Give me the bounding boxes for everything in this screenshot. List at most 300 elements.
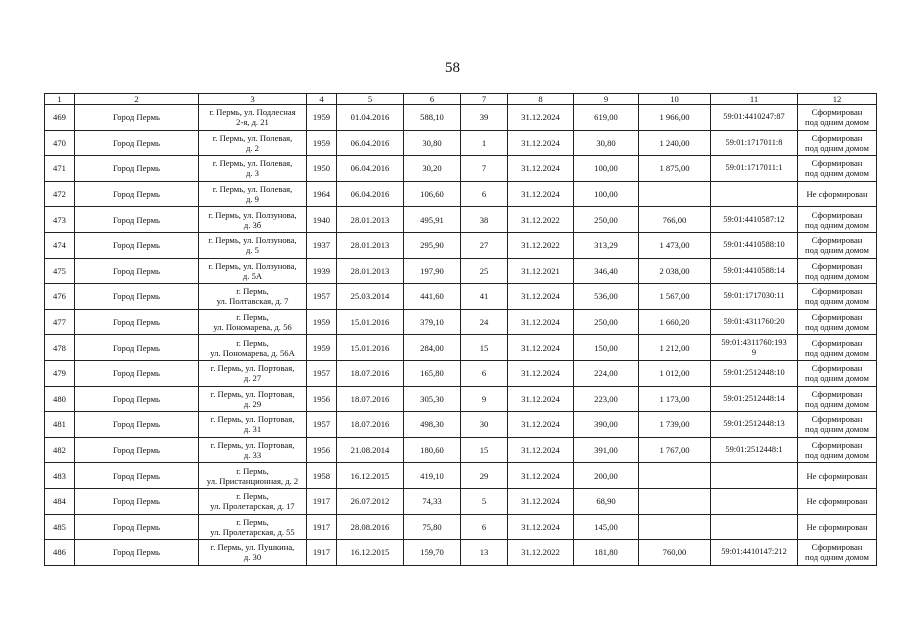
municipality-cell: Город Пермь: [75, 412, 199, 438]
address-cell: [199, 181, 307, 207]
municipality-cell: Город Пермь: [75, 514, 199, 540]
value-cell: 313,29: [574, 232, 639, 258]
deadline-cell: 31.12.2024: [508, 156, 574, 182]
area-cell: 74,33: [404, 488, 461, 514]
municipality-cell: Город Пермь: [75, 258, 199, 284]
address-cell: [199, 514, 307, 540]
address-cell-line: д. 9: [246, 194, 259, 205]
address-cell-line: д. 5: [246, 245, 259, 256]
count-cell: 15: [461, 437, 508, 463]
deadline-cell: 31.12.2022: [508, 207, 574, 233]
address-cell-line: г. Пермь, ул. Полевая,: [212, 184, 293, 195]
table-row: [45, 105, 877, 131]
address-cell-line: д. 2: [246, 142, 259, 153]
date-cell: 01.04.2016: [337, 105, 404, 131]
status-cell-line: под одним домом: [805, 347, 869, 358]
column-header: 4: [307, 94, 337, 105]
municipality-cell: Город Пермь: [75, 284, 199, 310]
count-cell: 5: [461, 488, 508, 514]
cadastral-cell: [711, 514, 798, 540]
count-cell: 29: [461, 463, 508, 489]
status-cell: [798, 437, 877, 463]
date-cell: 18.07.2016: [337, 412, 404, 438]
address-cell: [199, 488, 307, 514]
address-cell: [199, 156, 307, 182]
year-cell: 1957: [307, 412, 337, 438]
count-cell: 41: [461, 284, 508, 310]
cadastral-cell: [711, 258, 798, 284]
row-number: 477: [45, 309, 75, 335]
status-cell: [798, 514, 877, 540]
count-cell: 9: [461, 386, 508, 412]
address-cell: [199, 130, 307, 156]
year-cell: 1917: [307, 488, 337, 514]
deadline-cell: 31.12.2024: [508, 130, 574, 156]
column-header: 2: [75, 94, 199, 105]
row-number: 469: [45, 105, 75, 131]
year-cell: 1956: [307, 386, 337, 412]
status-cell-line: Не сформирован: [806, 521, 868, 532]
value-cell: 1 240,00: [639, 130, 711, 156]
municipality-cell: Город Пермь: [75, 181, 199, 207]
row-number: 482: [45, 437, 75, 463]
value-cell: 145,00: [574, 514, 639, 540]
column-header: 7: [461, 94, 508, 105]
cadastral-cell-line: 59:01:2512448:14: [723, 393, 785, 403]
deadline-cell: 31.12.2022: [508, 540, 574, 566]
deadline-cell: 31.12.2022: [508, 232, 574, 258]
year-cell: 1940: [307, 207, 337, 233]
row-number: 484: [45, 488, 75, 514]
status-cell-line: под одним домом: [805, 168, 869, 179]
date-cell: 28.08.2016: [337, 514, 404, 540]
address-cell: [199, 232, 307, 258]
column-header: 12: [798, 94, 877, 105]
table-row: [45, 335, 877, 361]
status-cell-line: Сформирован: [811, 414, 863, 425]
status-cell-line: Сформирован: [811, 440, 863, 451]
value-cell: 1 212,00: [639, 335, 711, 361]
area-cell: 165,80: [404, 360, 461, 386]
cadastral-cell-line: 59:01:1717011:8: [725, 137, 783, 147]
address-cell-line: ул. Пролетарская, д. 17: [210, 501, 295, 512]
year-cell: 1957: [307, 360, 337, 386]
table-row: [45, 437, 877, 463]
address-cell-line: г. Пермь,: [236, 312, 269, 323]
status-cell-line: Сформирован: [811, 132, 863, 143]
address-cell-line: г. Пермь,: [236, 465, 269, 476]
count-cell: 30: [461, 412, 508, 438]
year-cell: 1959: [307, 335, 337, 361]
cadastral-cell: [711, 360, 798, 386]
address-cell-line: ул. Полтавская, д. 7: [216, 296, 289, 307]
count-cell: 25: [461, 258, 508, 284]
year-cell: 1939: [307, 258, 337, 284]
value-cell: 1 567,00: [639, 284, 711, 310]
status-cell-line: под одним домом: [805, 142, 869, 153]
status-cell-line: под одним домом: [805, 552, 869, 563]
cadastral-cell: [711, 412, 798, 438]
cadastral-cell-line: 59:01:1717030:11: [723, 291, 785, 301]
address-cell-line: г. Пермь, ул. Ползунова,: [208, 235, 297, 246]
address-cell-line: д. 27: [243, 373, 262, 384]
deadline-cell: 31.12.2024: [508, 284, 574, 310]
municipality-cell: Город Пермь: [75, 437, 199, 463]
value-cell: 250,00: [574, 207, 639, 233]
status-cell: [798, 463, 877, 489]
table-body: [45, 105, 877, 566]
date-cell: 21.08.2014: [337, 437, 404, 463]
cadastral-cell: [711, 156, 798, 182]
year-cell: 1956: [307, 437, 337, 463]
area-cell: 284,00: [404, 335, 461, 361]
date-cell: 16.12.2015: [337, 540, 404, 566]
housing-registry-table: [44, 93, 877, 566]
table-row: [45, 412, 877, 438]
status-cell: [798, 386, 877, 412]
cadastral-cell-line: 59:01:4410588:14: [723, 265, 785, 275]
column-number-row: [45, 94, 877, 105]
cadastral-cell: [711, 130, 798, 156]
status-cell: [798, 540, 877, 566]
deadline-cell: 31.12.2024: [508, 437, 574, 463]
column-header: 5: [337, 94, 404, 105]
cadastral-cell: [711, 284, 798, 310]
status-cell-line: Сформирован: [811, 542, 863, 553]
value-cell: 2 038,00: [639, 258, 711, 284]
date-cell: 28.01.2013: [337, 232, 404, 258]
year-cell: 1957: [307, 284, 337, 310]
column-header: 3: [199, 94, 307, 105]
cadastral-cell-line: 9: [751, 347, 757, 357]
cadastral-cell-line: 59:01:2512448:13: [723, 419, 785, 429]
address-cell-line: г. Пермь,: [236, 286, 269, 297]
municipality-cell: Город Пермь: [75, 156, 199, 182]
status-cell-line: под одним домом: [805, 296, 869, 307]
value-cell: 224,00: [574, 360, 639, 386]
address-cell-line: д. 3: [246, 168, 259, 179]
area-cell: 197,90: [404, 258, 461, 284]
status-cell-line: Сформирован: [811, 209, 863, 220]
row-number: 475: [45, 258, 75, 284]
cadastral-cell: [711, 540, 798, 566]
status-cell-line: под одним домом: [805, 424, 869, 435]
value-cell: 200,00: [574, 463, 639, 489]
address-cell-line: д. 3б: [243, 219, 262, 230]
date-cell: 16.12.2015: [337, 463, 404, 489]
address-cell-line: г. Пермь, ул. Подлесная: [209, 107, 296, 118]
address-cell: [199, 437, 307, 463]
count-cell: 6: [461, 514, 508, 540]
column-header: 10: [639, 94, 711, 105]
deadline-cell: 31.12.2024: [508, 463, 574, 489]
year-cell: 1959: [307, 309, 337, 335]
status-cell-line: под одним домом: [805, 373, 869, 384]
address-cell-line: г. Пермь, ул. Пушкина,: [210, 542, 295, 553]
address-cell-line: г. Пермь, ул. Полевая,: [212, 132, 293, 143]
date-cell: 18.07.2016: [337, 360, 404, 386]
value-cell: 68,90: [574, 488, 639, 514]
date-cell: 15.01.2016: [337, 335, 404, 361]
deadline-cell: 31.12.2024: [508, 412, 574, 438]
deadline-cell: 31.12.2024: [508, 105, 574, 131]
status-cell: [798, 232, 877, 258]
value-cell: 1 660,20: [639, 309, 711, 335]
date-cell: 25.03.2014: [337, 284, 404, 310]
area-cell: 498,30: [404, 412, 461, 438]
row-number: 478: [45, 335, 75, 361]
deadline-cell: 31.12.2024: [508, 488, 574, 514]
date-cell: 06.04.2016: [337, 181, 404, 207]
date-cell: 15.01.2016: [337, 309, 404, 335]
area-cell: 305,30: [404, 386, 461, 412]
status-cell: [798, 284, 877, 310]
address-cell-line: г. Пермь, ул. Портовая,: [210, 363, 295, 374]
count-cell: 39: [461, 105, 508, 131]
table-row: [45, 258, 877, 284]
cadastral-cell-line: 59:01:2512448:10: [723, 368, 785, 378]
value-cell: 766,00: [639, 207, 711, 233]
date-cell: 28.01.2013: [337, 207, 404, 233]
address-cell-line: ул. Пономарева, д. 56А: [210, 347, 295, 358]
status-cell-line: под одним домом: [805, 398, 869, 409]
status-cell: [798, 156, 877, 182]
count-cell: 6: [461, 181, 508, 207]
cadastral-cell-line: 59:01:2512448:1: [725, 445, 783, 455]
count-cell: 6: [461, 360, 508, 386]
cadastral-cell: [711, 232, 798, 258]
status-cell-line: Сформирован: [811, 286, 863, 297]
year-cell: 1950: [307, 156, 337, 182]
address-cell-line: 2-я, д. 21: [236, 117, 269, 128]
table-row: [45, 207, 877, 233]
column-header: 8: [508, 94, 574, 105]
table-row: [45, 156, 877, 182]
column-header: 6: [404, 94, 461, 105]
area-cell: 419,10: [404, 463, 461, 489]
table-row: [45, 181, 877, 207]
year-cell: 1917: [307, 514, 337, 540]
value-cell: 1 739,00: [639, 412, 711, 438]
status-cell: [798, 335, 877, 361]
value-cell: 346,40: [574, 258, 639, 284]
value-cell: 391,00: [574, 437, 639, 463]
status-cell-line: под одним домом: [805, 450, 869, 461]
count-cell: 38: [461, 207, 508, 233]
table-row: [45, 488, 877, 514]
status-cell-line: под одним домом: [805, 117, 869, 128]
cadastral-cell: [711, 309, 798, 335]
value-cell: 100,00: [574, 156, 639, 182]
address-cell: [199, 386, 307, 412]
status-cell-line: Сформирован: [811, 260, 863, 271]
deadline-cell: 31.12.2024: [508, 309, 574, 335]
year-cell: 1937: [307, 232, 337, 258]
table-row: [45, 386, 877, 412]
year-cell: 1959: [307, 130, 337, 156]
value-cell: 1 966,00: [639, 105, 711, 131]
status-cell: [798, 360, 877, 386]
address-cell-line: ул. Пролетарская, д. 55: [210, 526, 295, 537]
municipality-cell: Город Пермь: [75, 232, 199, 258]
status-cell: [798, 105, 877, 131]
cadastral-cell: [711, 181, 798, 207]
address-cell-line: г. Пермь,: [236, 337, 269, 348]
cadastral-cell-line: 59:01:4410587:12: [723, 214, 785, 224]
cadastral-cell: [711, 105, 798, 131]
row-number: 470: [45, 130, 75, 156]
deadline-cell: 31.12.2024: [508, 386, 574, 412]
status-cell-line: под одним домом: [805, 219, 869, 230]
status-cell: [798, 488, 877, 514]
row-number: 473: [45, 207, 75, 233]
status-cell-line: Сформирован: [811, 363, 863, 374]
row-number: 479: [45, 360, 75, 386]
status-cell-line: Сформирован: [811, 388, 863, 399]
cadastral-cell-line: 59:01:4410588:10: [723, 240, 785, 250]
area-cell: 75,80: [404, 514, 461, 540]
cadastral-cell: [711, 335, 798, 361]
value-cell: 1 012,00: [639, 360, 711, 386]
status-cell: [798, 181, 877, 207]
date-cell: 18.07.2016: [337, 386, 404, 412]
address-cell-line: д. 30: [243, 552, 262, 563]
page-number: 58: [445, 60, 460, 76]
cadastral-cell-line: 59:01:1717011:1: [725, 163, 783, 173]
area-cell: 159,70: [404, 540, 461, 566]
column-header: 1: [45, 94, 75, 105]
row-number: 480: [45, 386, 75, 412]
address-cell-line: ул. Пристанционная, д. 2: [206, 475, 299, 486]
address-cell-line: г. Пермь, ул. Портовая,: [210, 440, 295, 451]
address-cell-line: г. Пермь, ул. Портовая,: [210, 414, 295, 425]
row-number: 485: [45, 514, 75, 540]
cadastral-cell-line: 59:01:4410247:87: [723, 112, 785, 122]
cadastral-cell-line: 59:01:4311760:193: [721, 337, 787, 347]
area-cell: 30,20: [404, 156, 461, 182]
row-number: 483: [45, 463, 75, 489]
cadastral-cell: [711, 386, 798, 412]
status-cell: [798, 309, 877, 335]
value-cell: 100,00: [574, 181, 639, 207]
municipality-cell: Город Пермь: [75, 386, 199, 412]
table-row: [45, 309, 877, 335]
value-cell: 1 767,00: [639, 437, 711, 463]
address-cell: [199, 540, 307, 566]
value-cell: 536,00: [574, 284, 639, 310]
column-header: 11: [711, 94, 798, 105]
status-cell-line: под одним домом: [805, 245, 869, 256]
area-cell: 295,90: [404, 232, 461, 258]
area-cell: 180,60: [404, 437, 461, 463]
value-cell: 150,00: [574, 335, 639, 361]
value-cell: 181,80: [574, 540, 639, 566]
status-cell-line: Сформирован: [811, 312, 863, 323]
municipality-cell: Город Пермь: [75, 335, 199, 361]
value-cell: 619,00: [574, 105, 639, 131]
cadastral-cell: [711, 207, 798, 233]
deadline-cell: 31.12.2021: [508, 258, 574, 284]
value-cell: 1 473,00: [639, 232, 711, 258]
address-cell: [199, 412, 307, 438]
address-cell-line: г. Пермь,: [236, 491, 269, 502]
address-cell-line: д. 33: [243, 450, 262, 461]
address-cell-line: г. Пермь, ул. Ползунова,: [208, 260, 297, 271]
count-cell: 13: [461, 540, 508, 566]
row-number: 486: [45, 540, 75, 566]
row-number: 472: [45, 181, 75, 207]
table-row: [45, 514, 877, 540]
municipality-cell: Город Пермь: [75, 360, 199, 386]
table-row: [45, 284, 877, 310]
address-cell-line: г. Пермь,: [236, 516, 269, 527]
address-cell-line: д. 31: [243, 424, 262, 435]
deadline-cell: 31.12.2024: [508, 181, 574, 207]
address-cell: [199, 360, 307, 386]
year-cell: 1959: [307, 105, 337, 131]
municipality-cell: Город Пермь: [75, 130, 199, 156]
table-row: [45, 130, 877, 156]
table-row: [45, 540, 877, 566]
area-cell: 588,10: [404, 105, 461, 131]
row-number: 474: [45, 232, 75, 258]
value-cell: [639, 514, 711, 540]
deadline-cell: 31.12.2024: [508, 360, 574, 386]
address-cell: [199, 463, 307, 489]
municipality-cell: Город Пермь: [75, 105, 199, 131]
value-cell: 1 173,00: [639, 386, 711, 412]
area-cell: 106,60: [404, 181, 461, 207]
address-cell: [199, 105, 307, 131]
value-cell: [639, 488, 711, 514]
value-cell: 30,80: [574, 130, 639, 156]
value-cell: 760,00: [639, 540, 711, 566]
count-cell: 1: [461, 130, 508, 156]
row-number: 481: [45, 412, 75, 438]
year-cell: 1958: [307, 463, 337, 489]
address-cell: [199, 207, 307, 233]
row-number: 471: [45, 156, 75, 182]
year-cell: 1964: [307, 181, 337, 207]
value-cell: 390,00: [574, 412, 639, 438]
area-cell: 30,80: [404, 130, 461, 156]
row-number: 476: [45, 284, 75, 310]
cadastral-cell: [711, 437, 798, 463]
address-cell-line: д. 5А: [242, 270, 263, 281]
value-cell: [639, 181, 711, 207]
status-cell-line: Не сформирован: [806, 496, 868, 507]
municipality-cell: Город Пермь: [75, 540, 199, 566]
date-cell: 06.04.2016: [337, 130, 404, 156]
table-row: [45, 232, 877, 258]
count-cell: 7: [461, 156, 508, 182]
date-cell: 28.01.2013: [337, 258, 404, 284]
status-cell-line: Не сформирован: [806, 470, 868, 481]
year-cell: 1917: [307, 540, 337, 566]
municipality-cell: Город Пермь: [75, 488, 199, 514]
status-cell-line: Сформирован: [811, 107, 863, 118]
status-cell: [798, 258, 877, 284]
status-cell-line: Сформирован: [811, 235, 863, 246]
deadline-cell: 31.12.2024: [508, 335, 574, 361]
address-cell: [199, 309, 307, 335]
status-cell-line: Не сформирован: [806, 189, 868, 200]
cadastral-cell: [711, 488, 798, 514]
status-cell-line: под одним домом: [805, 270, 869, 281]
address-cell-line: д. 29: [243, 398, 262, 409]
municipality-cell: Город Пермь: [75, 463, 199, 489]
deadline-cell: 31.12.2024: [508, 514, 574, 540]
